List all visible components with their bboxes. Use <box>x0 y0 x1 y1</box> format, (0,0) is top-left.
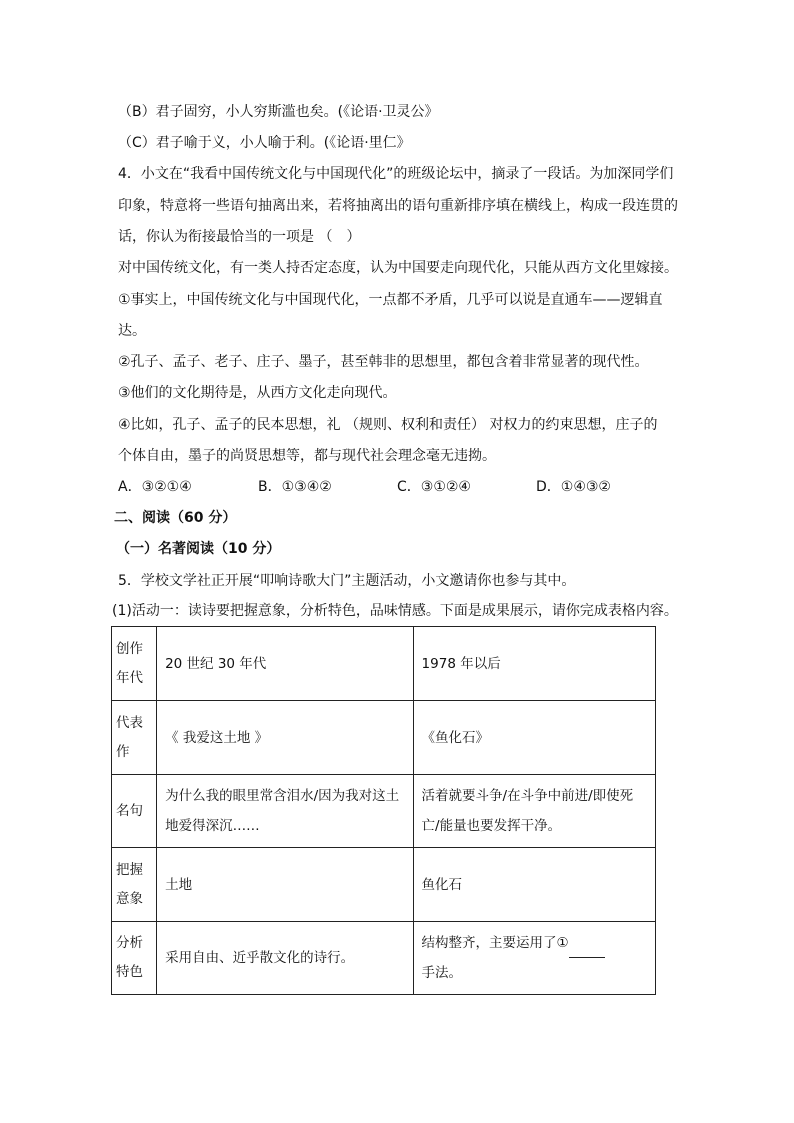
row-header-text: 创作 <box>116 640 143 657</box>
option-c: （C）君子喻于义，小人喻于利。(《论语·里仁》 <box>118 135 411 151</box>
q4-sentence-3: ③他们的文化期待是，从西方文化走向现代。 <box>118 385 397 401</box>
cell-line <box>422 928 649 958</box>
q4-sentence-4b: 个体自由，墨子的尚贤思想等，都与现代社会理念毫无违拗。 <box>118 448 496 464</box>
q4-sentence-2: ②孔子、孟子、老子、庄子、墨子，甚至韩非的思想里，都包含着非常显著的现代性。 <box>118 354 649 370</box>
choice-a: A．③②①④ <box>118 479 192 495</box>
cell-line: 为什么我的眼里常含泪水/因为我对这土 <box>165 788 400 804</box>
row-header-text: 年代 <box>116 669 143 686</box>
row-header-text: 意象 <box>116 890 143 907</box>
cell-line: 手法。 <box>421 965 463 981</box>
cell-line: 亡/能量也要发挥干净。 <box>421 818 562 834</box>
row-header-text: 把握 <box>116 861 143 878</box>
subsection-heading: （一）名著阅读（10 分） <box>116 541 281 557</box>
cell-line: 活着就要斗争/在斗争中前进/即使死 <box>421 788 634 804</box>
answer-blank[interactable] <box>569 941 605 958</box>
table-cell: 1978 年以后 <box>413 627 655 701</box>
row-header-text: 分析 <box>116 935 143 951</box>
q5-line-2: (1)活动一：读诗要把握意象，分析特色，品味情感。下面是成果展示，请你完成表格内容。 <box>112 603 678 619</box>
row-header-text: 代表 <box>116 714 143 731</box>
row-header <box>112 627 157 701</box>
row-header <box>112 701 157 775</box>
option-b: （B）君子固穷，小人穷斯滥也矣。(《论语·卫灵公》 <box>118 104 439 120</box>
table-row <box>112 922 656 995</box>
table-cell: 采用自由、近乎散文化的诗行。 <box>157 922 413 995</box>
q4-sentence-1b: 达。 <box>118 323 146 339</box>
choice-d: D．①④③② <box>536 479 611 495</box>
section-heading: 二、阅读（60 分） <box>114 510 237 526</box>
table-row <box>112 848 656 922</box>
fill-prompt: 结构整齐，主要运用了① <box>421 935 569 951</box>
table-row <box>112 627 656 701</box>
q4-line-3: 话，你认为衔接最恰当的一项是 （ ） <box>118 229 361 245</box>
table-cell <box>413 922 655 995</box>
row-header-text: 特色 <box>116 964 143 980</box>
table-row <box>112 775 656 848</box>
q4-sentence-4a: ④比如，孔子、孟子的民本思想，礼 （规则、权利和责任） 对权力的约束思想，庄子的 <box>118 417 658 433</box>
row-header-text: 作 <box>116 743 130 760</box>
row-header <box>112 922 157 995</box>
table-cell: 《 我爱这土地 》 <box>157 701 413 775</box>
poetry-table <box>111 626 656 995</box>
row-header <box>112 848 157 922</box>
q5-line-1: 5．学校文学社正开展“叩响诗歌大门”主题活动，小文邀请你也参与其中。 <box>118 573 576 589</box>
q4-intro: 对中国传统文化，有一类人持否定态度，认为中国要走向现代化，只能从西方文化里嫁接。 <box>118 260 678 276</box>
table-cell: 土地 <box>157 848 413 922</box>
q4-sentence-1a: ①事实上，中国传统文化与中国现代化，一点都不矛盾，几乎可以说是直通车——逻辑直 <box>118 292 663 308</box>
table-cell: 20 世纪 30 年代 <box>157 627 413 701</box>
table-cell: 鱼化石 <box>413 848 655 922</box>
choice-b: B．①③④② <box>258 479 332 495</box>
cell-line: 地爱得深沉…… <box>165 818 260 834</box>
row-header: 名句 <box>112 775 157 848</box>
table-cell <box>157 775 413 848</box>
table-cell: 《鱼化石》 <box>413 701 655 775</box>
table-row <box>112 701 656 775</box>
table-cell <box>413 775 655 848</box>
q4-line-2: 印象，特意将一些语句抽离出来，若将抽离出的语句重新排序填在横线上，构成一段连贯的 <box>118 198 678 214</box>
choice-c: C．③①②④ <box>397 479 471 495</box>
q4-line-1: 4．小文在“我看中国传统文化与中国现代化”的班级论坛中，摘录了一段话。为加深同学们 <box>118 166 674 182</box>
